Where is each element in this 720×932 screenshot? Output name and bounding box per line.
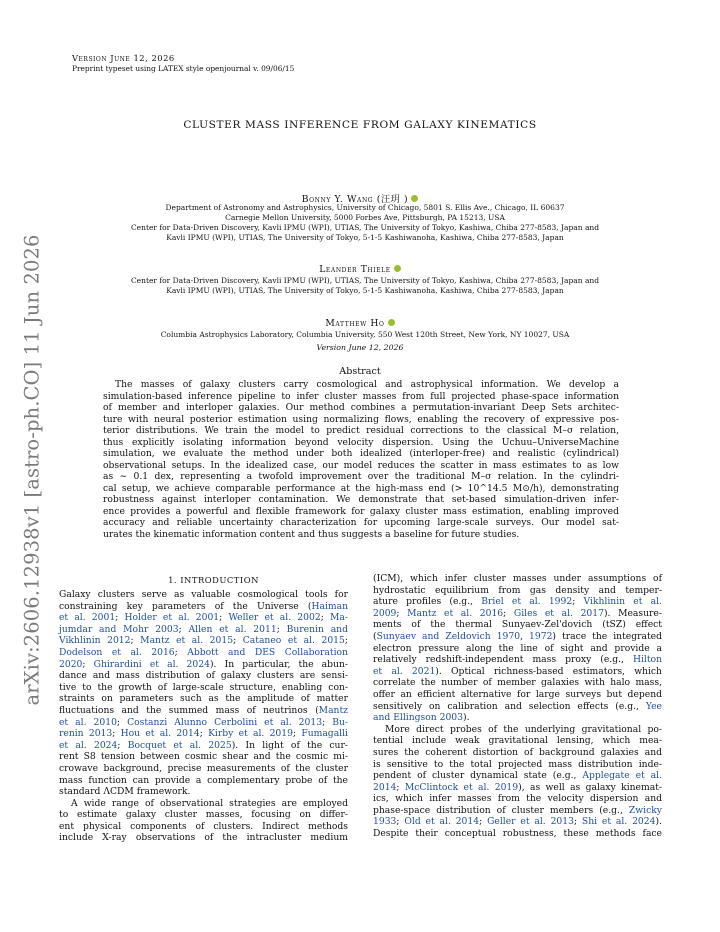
text-line — [373, 735, 662, 747]
text-span: ). In light of the cur- — [231, 739, 348, 751]
text-line — [59, 659, 348, 671]
text-line — [59, 740, 348, 752]
citation-link[interactable]: Shi et al. 2024 — [581, 816, 656, 828]
text-line — [59, 832, 348, 844]
text-span: ; — [233, 635, 243, 647]
text-span: offer an efficient alternative for large surveys but depend — [373, 688, 662, 700]
text-line — [59, 798, 348, 810]
citation-link[interactable]: Briel et al. 1992 — [481, 596, 573, 608]
text-line — [59, 751, 348, 763]
text-span: ; — [344, 635, 348, 647]
citation-link[interactable]: 1972 — [529, 630, 553, 642]
citation-link[interactable]: et al. 2021 — [373, 665, 436, 677]
text-span: is sensitive to the total projected mass distribution inde- — [373, 758, 662, 770]
text-line — [59, 775, 348, 787]
text-line — [59, 821, 348, 833]
text-line — [373, 689, 662, 701]
affiliation-line: Columbia Astrophysics Laboratory, Columbia University, 550 West 120th Street, New York, NY 10027, USA — [160, 330, 570, 339]
text-span: ature profiles (e.g., — [373, 596, 482, 608]
text-span: electron pressure along the line of sight and provide a — [373, 642, 662, 654]
column-right — [373, 573, 662, 840]
citation-link[interactable]: Mantz — [318, 704, 348, 716]
text-span: ics, which infer masses from the velocity dispersion and — [373, 793, 662, 805]
text-span: ). Measure- — [603, 607, 662, 619]
citation-link[interactable]: jumdar and Mohr 2003 — [59, 623, 179, 635]
text-span: include X-ray observations of the intracluster medium — [59, 832, 348, 844]
text-line — [373, 631, 662, 643]
citation-link[interactable]: 2014 — [373, 781, 397, 793]
text-line — [59, 717, 348, 729]
text-line — [59, 693, 348, 705]
text-line — [59, 786, 348, 798]
text-span: ; — [396, 607, 408, 619]
text-span: ), as well as galaxy kinemat- — [518, 781, 662, 793]
affiliation-line: Department of Astronomy and Astrophysics, University of Chicago, 5801 S. Ellis Ave., Chicago, IL 60637 — [165, 203, 565, 212]
text-span: sures the coherent distortion of background galaxies and — [373, 746, 662, 758]
citation-link[interactable]: Kirby et al. 2019 — [208, 728, 293, 740]
citation-link[interactable]: Cataneo et al. 2015 — [242, 635, 345, 647]
citation-link[interactable]: Giles et al. 2017 — [513, 607, 604, 619]
citation-link[interactable]: Ghirardini et al. 2024 — [93, 658, 210, 670]
version-header: Version June 12, 2026 — [72, 53, 175, 63]
text-line — [59, 809, 348, 821]
text-line — [373, 747, 662, 759]
citation-link[interactable]: Applegate et al. — [582, 770, 662, 782]
text-span: ; — [322, 716, 333, 728]
text-span: ; — [117, 739, 128, 751]
text-span: ent physical components of clusters. Indirect methods — [59, 820, 348, 832]
text-span: ). — [462, 712, 470, 724]
text-line — [373, 793, 662, 805]
text-span: hydrostatic equilibrium from gas density and temper- — [373, 584, 662, 596]
arxiv-stamp — [12, 234, 52, 706]
text-line — [59, 705, 348, 717]
affiliation-line: Kavli IPMU (WPI), UTIAS, The University of Tokyo, 5-1-5 Kashiwanoha, Kashiwa, Chiba 277-8583, Japan — [166, 286, 564, 295]
orcid-icon[interactable] — [388, 319, 395, 326]
section-heading: 1. INTRODUCTION — [168, 575, 259, 585]
text-span: straints on parameters such as the amplitude of matter — [59, 693, 348, 705]
text-line — [373, 573, 662, 585]
text-line — [373, 654, 662, 666]
text-span: ; — [396, 816, 405, 828]
citation-link[interactable]: McClintock et al. 2019 — [404, 781, 519, 793]
text-line — [373, 596, 662, 608]
text-span: to estimate galaxy cluster masses, focusing on differ- — [59, 809, 348, 821]
text-span: Despite their conceptual robustness, these methods face — [373, 828, 662, 840]
abstract-line: terior distributions. We train the model to predict residual corrections to the classical M–σ relation, — [103, 425, 619, 436]
text-line — [59, 589, 348, 601]
text-span: phase-space distribution of cluster members (e.g., — [373, 804, 629, 816]
author-affiliations — [60, 330, 670, 340]
text-span: dance and mass distribution of galaxy clusters are sensi- — [59, 670, 348, 682]
text-span: Galaxy clusters serve as valuable cosmological tools for — [59, 589, 348, 600]
column-left — [59, 589, 348, 844]
citation-link[interactable]: Vikhlinin et al. — [583, 596, 662, 608]
text-line — [373, 608, 662, 620]
citation-link[interactable]: Sunyaev and Zeldovich 1970 — [376, 630, 521, 642]
citation-link[interactable]: Bocquet et al. 2025 — [127, 739, 232, 751]
text-span: ments of the thermal Sunyaev-Zel'dovich (tSZ) effect — [373, 619, 662, 631]
text-span: ) trace the integrated — [552, 630, 662, 642]
citation-link[interactable]: Bu- — [332, 716, 348, 728]
abstract-line: accuracy and reliable uncertainty characterization for upcoming large-scale surveys. Our model sat- — [103, 517, 619, 528]
abstract-line: robustness against interloper contamination. We demonstrate that set-based simulation-driven infer- — [103, 494, 619, 505]
text-span: ( — [373, 630, 377, 642]
text-span: fluctuations and the summed mass of neutrinos ( — [59, 704, 319, 716]
abstract-line: observational setups. In the idealized case, our model reduces the scatter in mass estimates to as low — [103, 459, 619, 471]
citation-link[interactable]: Zwicky — [628, 804, 662, 816]
text-span: ; — [396, 781, 405, 793]
abstract-line: simulation-based inference pipeline to infer cluster masses from full projected phase-space information — [103, 390, 619, 402]
text-span: ; — [572, 596, 584, 608]
citation-link[interactable]: Haiman — [311, 600, 348, 612]
preprint-note: Preprint typeset using LATEX style openjournal v. 09/06/15 — [72, 64, 295, 73]
text-line — [373, 759, 662, 771]
text-span: ; — [320, 612, 330, 624]
author-name — [0, 264, 720, 275]
abstract-heading: Abstract — [339, 366, 381, 377]
text-span: , — [520, 630, 530, 642]
text-span: ; — [503, 607, 514, 619]
text-span: standard ΛCDM framework. — [59, 786, 191, 798]
text-span: pendent of cluster dynamical state (e.g., — [373, 770, 583, 782]
orcid-icon[interactable] — [411, 195, 418, 202]
text-line — [59, 682, 348, 694]
citation-link[interactable]: Abbott and DES Collaboration — [187, 646, 348, 658]
text-span: ; — [116, 716, 128, 728]
text-span: ; — [199, 728, 209, 740]
citation-link[interactable]: Ma- — [329, 612, 348, 624]
text-line — [373, 619, 662, 631]
abstract-line: cal setup, we achieve comparable performance at the high-mass end (> 10^14.5 M⊙/h), demonstrating — [103, 482, 619, 494]
text-span: ; — [178, 623, 189, 635]
text-line — [59, 728, 348, 740]
text-span: (ICM), which infer cluster masses under assumptions of — [373, 573, 662, 584]
text-span: ; — [573, 816, 582, 828]
citation-link[interactable]: 2020 — [59, 658, 83, 670]
text-line — [373, 643, 662, 655]
text-line — [59, 763, 348, 775]
text-line — [373, 770, 662, 782]
text-span: ; — [130, 635, 141, 647]
abstract-line: as ∼ 0.1 dex, representing a twofold improvement over the traditional M–σ relation. In the cylindri- — [103, 471, 619, 482]
citation-link[interactable]: et al. 2001 — [59, 612, 116, 624]
text-span: ; — [479, 816, 488, 828]
text-span: ; — [112, 728, 121, 740]
version-line: Version June 12, 2026 — [316, 343, 404, 352]
abstract-line: simulation, we evaluate the method under both idealized (interloper-free) and realistic (cylindrical) — [103, 448, 619, 459]
citation-link[interactable]: Mantz et al. 2016 — [407, 607, 504, 619]
text-line — [373, 828, 662, 840]
text-line — [373, 701, 662, 713]
citation-link[interactable]: Mantz et al. 2015 — [140, 635, 234, 647]
abstract-line: The masses of galaxy clusters carry cosmological and astrophysical information. We develop a — [115, 379, 619, 390]
text-line — [59, 624, 348, 636]
arxiv-identifier: arXiv:2606.12938v1 [astro-ph.CO] 11 Jun 2026 — [20, 234, 44, 706]
citation-link[interactable]: et al. 2024 — [59, 739, 118, 751]
abstract-line: of member and interloper galaxies. Our method combines a permutation-invariant Deep Sets architec- — [103, 402, 619, 413]
author-affiliations — [60, 203, 670, 243]
text-line — [373, 677, 662, 689]
text-line — [59, 635, 348, 647]
citation-link[interactable]: Dodelson et al. 2016 — [59, 646, 175, 658]
citation-link[interactable]: Burenin and — [286, 623, 348, 635]
citation-link[interactable]: Geller et al. 2013 — [487, 816, 574, 828]
text-span: ; — [82, 658, 94, 670]
citation-link[interactable]: and Ellingson 2003 — [373, 712, 463, 724]
author-name-text: Leander Thiele — [319, 264, 391, 275]
text-line — [373, 712, 662, 724]
citation-link[interactable]: renin 2013 — [59, 728, 113, 740]
affiliation-line: Kavli IPMU (WPI), UTIAS, The University of Tokyo, 5-1-5 Kashiwanoha, Kashiwa, Chiba 277-8583, Japan — [166, 233, 564, 242]
affiliation-line: Carnegie Mellon University, 5000 Forbes Ave, Pittsburgh, PA 15213, USA — [225, 213, 505, 222]
citation-link[interactable]: 2009 — [373, 607, 397, 619]
text-span: ; — [292, 728, 302, 740]
text-span: More direct probes of the underlying gravitational po- — [385, 723, 662, 735]
text-line — [373, 666, 662, 678]
text-span: ; — [219, 612, 229, 624]
text-span: crowave background, precise measurements of the cluster — [59, 762, 348, 774]
abstract-body — [103, 379, 619, 540]
text-span: tential include weak gravitational lensing, which mea- — [373, 735, 662, 747]
text-span: correlate the number of member galaxies with halo mass, — [373, 677, 662, 689]
text-line — [59, 647, 348, 659]
text-span: ; — [174, 646, 188, 658]
citation-link[interactable]: Costanzi Alunno Cerbolini et al. 2013 — [127, 716, 323, 728]
author-name-text: Bonny Y. Wang (汪玥 ) — [301, 194, 409, 205]
text-span: tive to the growth of large-scale structure, enabling con- — [59, 681, 348, 693]
text-span: sensitively on calibration and selection effects (e.g., — [373, 700, 646, 712]
text-span: ; — [115, 612, 125, 624]
abstract-line: ture with neural posterior estimation using normalizing flows, enabling the recovery of expressive pos- — [103, 413, 619, 425]
text-line — [373, 724, 662, 736]
citation-link[interactable]: Hilton — [632, 654, 662, 666]
citation-link[interactable]: Vikhlinin 2012 — [59, 635, 131, 647]
abstract-line: ence provides a powerful and flexible framework for galaxy cluster mass estimation, enabling improved — [103, 505, 619, 517]
text-span: mass function can provide a complementary probe of the — [59, 774, 348, 786]
text-line — [373, 805, 662, 817]
citation-link[interactable]: Old et al. 2014 — [404, 816, 480, 828]
orcid-icon[interactable] — [394, 265, 401, 272]
citation-link[interactable]: 1933 — [373, 816, 397, 828]
affiliation-line: Center for Data-Driven Discovery, Kavli IPMU (WPI), UTIAS, The University of Tokyo, Kashiwa, Chiba 277-8583, Japan and — [130, 223, 600, 232]
text-line — [373, 585, 662, 597]
text-span: ). In particular, the abun- — [209, 658, 348, 670]
citation-link[interactable]: Yee — [645, 700, 662, 712]
citation-link[interactable]: Allen et al. 2011 — [188, 623, 277, 635]
text-span: constraining key parameters of the Universe ( — [59, 600, 312, 612]
affiliation-line: Center for Data-Driven Discovery, Kavli IPMU (WPI), UTIAS, The University of Tokyo, Kashiwa, Chiba 277-8583, Japan and — [130, 276, 600, 285]
text-line — [373, 816, 662, 828]
citation-link[interactable]: Hou et al. 2014 — [120, 728, 200, 740]
text-line — [373, 782, 662, 794]
text-span: ). Optical richness-based estimators, which — [435, 665, 662, 677]
text-span: relatively redshift-independent mass proxy (e.g., — [373, 654, 633, 666]
text-line — [59, 612, 348, 624]
paper-title: CLUSTER MASS INFERENCE FROM GALAXY KINEMATICS — [183, 119, 537, 131]
author-affiliations — [60, 276, 670, 296]
citation-link[interactable]: Fumagalli — [301, 728, 348, 740]
citation-link[interactable]: Weller et al. 2002 — [228, 612, 321, 624]
text-line — [59, 670, 348, 682]
abstract-line: urates the kinematic information content and thus suggests a baseline for future studies. — [103, 528, 520, 540]
text-span: ). — [655, 816, 662, 828]
text-span: rent S8 tension between cosmic shear and the cosmic mi- — [59, 751, 348, 763]
text-span: A wide range of observational strategies are employed — [71, 797, 348, 809]
citation-link[interactable]: Holder et al. 2001 — [124, 612, 220, 624]
author-name-text: Matthew Ho — [325, 318, 385, 329]
abstract-line: thus explicitly isolating information beyond velocity dispersion. Using the Uchuu–UniverseMachine — [103, 436, 619, 448]
author-name — [0, 318, 720, 329]
text-line — [59, 601, 348, 613]
text-span: ; — [276, 623, 287, 635]
citation-link[interactable]: et al. 2010 — [59, 716, 117, 728]
